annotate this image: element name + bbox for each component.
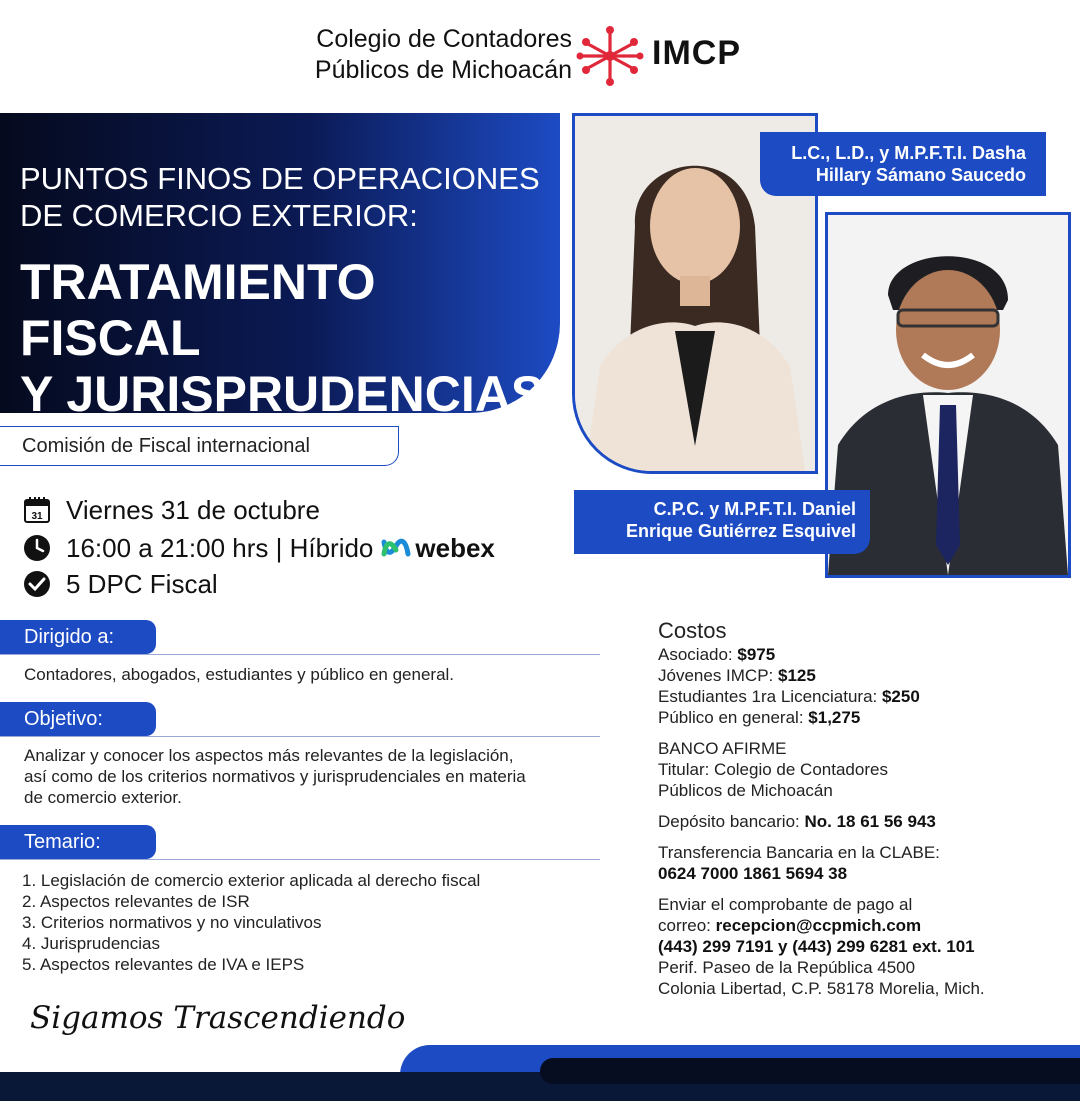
footer-pill <box>540 1058 1080 1084</box>
objetivo-line: así como de los criterios normativos y jurisprudenciales en materia <box>24 767 526 786</box>
clabe-number: 0624 7000 1861 5694 38 <box>658 864 848 883</box>
temario-list <box>22 870 480 975</box>
account-holder: Titular: Colegio de Contadores <box>658 760 888 779</box>
organization-name-line1: Colegio de Contadores <box>316 25 572 53</box>
event-subtitle-line1: PUNTOS FINOS DE OPERACIONES <box>20 161 540 196</box>
event-time: 16:00 a 21:00 hrs | Híbrido <box>66 532 374 563</box>
objetivo-line: Analizar y conocer los aspectos más relevantes de la legislación, <box>24 746 514 765</box>
objetivo-header <box>0 702 156 736</box>
brand-name: IMCP <box>652 34 741 72</box>
costs-panel <box>658 618 1068 999</box>
objetivo-label: Objetivo: <box>24 708 103 730</box>
organization-name-line2: Públicos de Michoacán <box>314 56 572 84</box>
cost-item: Público en general: $1,275 <box>658 708 861 727</box>
check-circle-icon <box>22 569 52 599</box>
deposit-info: Depósito bancario: No. 18 61 56 943 <box>658 812 936 831</box>
bank-name: BANCO AFIRME <box>658 739 787 758</box>
commission-label: Comisión de Fiscal internacional <box>22 435 310 457</box>
webex-logo <box>381 533 495 564</box>
dirigido-header <box>0 620 156 654</box>
event-subtitle-line2: DE COMERCIO EXTERIOR: <box>20 198 418 233</box>
event-subtitle <box>20 160 560 234</box>
organization-name <box>290 24 572 86</box>
cost-item: Asociado: $975 <box>658 645 776 664</box>
divider <box>0 859 600 860</box>
temario-header <box>0 825 156 859</box>
event-date-row <box>22 493 320 527</box>
temario-item: 5. Aspectos relevantes de IVA e IEPS <box>22 955 305 974</box>
temario-label: Temario: <box>24 831 101 853</box>
event-date: Viernes 31 de octubre <box>66 494 320 525</box>
temario-item: 4. Jurisprudencias <box>22 934 160 953</box>
calendar-icon <box>22 495 52 525</box>
imcp-logo-icon <box>576 24 644 88</box>
speaker-name-line: Hillary Sámano Saucedo <box>815 165 1026 185</box>
event-title-line1: TRATAMIENTO FISCAL <box>20 254 376 366</box>
account-holder: Públicos de Michoacán <box>658 781 833 800</box>
send-instructions: Enviar el comprobante de pago al <box>658 895 913 914</box>
event-title-line2: Y JURISPRUDENCIAS <box>20 366 545 422</box>
email-link: recepcion@ccpmich.com <box>715 916 922 935</box>
temario-item: 3. Criterios normativos y no vinculativos <box>22 913 322 932</box>
objetivo-line: de comercio exterior. <box>24 788 182 807</box>
address-line: Colonia Libertad, C.P. 58178 Morelia, Mich. <box>658 979 985 998</box>
objetivo-text <box>24 745 614 808</box>
cost-item: Estudiantes 1ra Licenciatura: $250 <box>658 687 920 706</box>
calendar-day: 31 <box>31 511 43 522</box>
webex-label: webex <box>415 532 495 563</box>
temario-item: 2. Aspectos relevantes de ISR <box>22 892 250 911</box>
event-time-row <box>22 531 495 565</box>
speaker-name-dasha <box>760 132 1046 196</box>
temario-item: 1. Legislación de comercio exterior aplicada al derecho fiscal <box>22 871 481 890</box>
slogan: Sigamos Trascendiendo <box>30 1000 406 1036</box>
commission-tag <box>0 426 399 466</box>
clabe-label: Transferencia Bancaria en la CLABE: <box>658 843 940 862</box>
clock-icon <box>22 533 52 563</box>
address-line: Perif. Paseo de la República 4500 <box>658 958 916 977</box>
speaker-name-line: L.C., L.D., y M.P.F.T.I. Dasha <box>791 143 1026 163</box>
event-points: 5 DPC Fiscal <box>66 568 218 599</box>
speaker-name-daniel <box>574 490 870 554</box>
divider <box>0 736 600 737</box>
costs-heading: Costos <box>658 618 727 643</box>
phone-line: (443) 299 7191 y (443) 299 6281 ext. 101 <box>658 937 975 956</box>
event-title <box>20 254 560 422</box>
dirigido-label: Dirigido a: <box>24 626 115 648</box>
webex-icon <box>381 537 411 559</box>
event-points-row <box>22 567 218 601</box>
speaker-name-line: C.P.C. y M.P.F.T.I. Daniel <box>653 499 856 519</box>
cost-item: Jóvenes IMCP: $125 <box>658 666 816 685</box>
divider <box>0 654 600 655</box>
dirigido-text: Contadores, abogados, estudiantes y público en general. <box>24 665 455 684</box>
speaker-name-line: Enrique Gutiérrez Esquivel <box>625 521 856 541</box>
email-line: correo: recepcion@ccpmich.com <box>658 916 922 935</box>
